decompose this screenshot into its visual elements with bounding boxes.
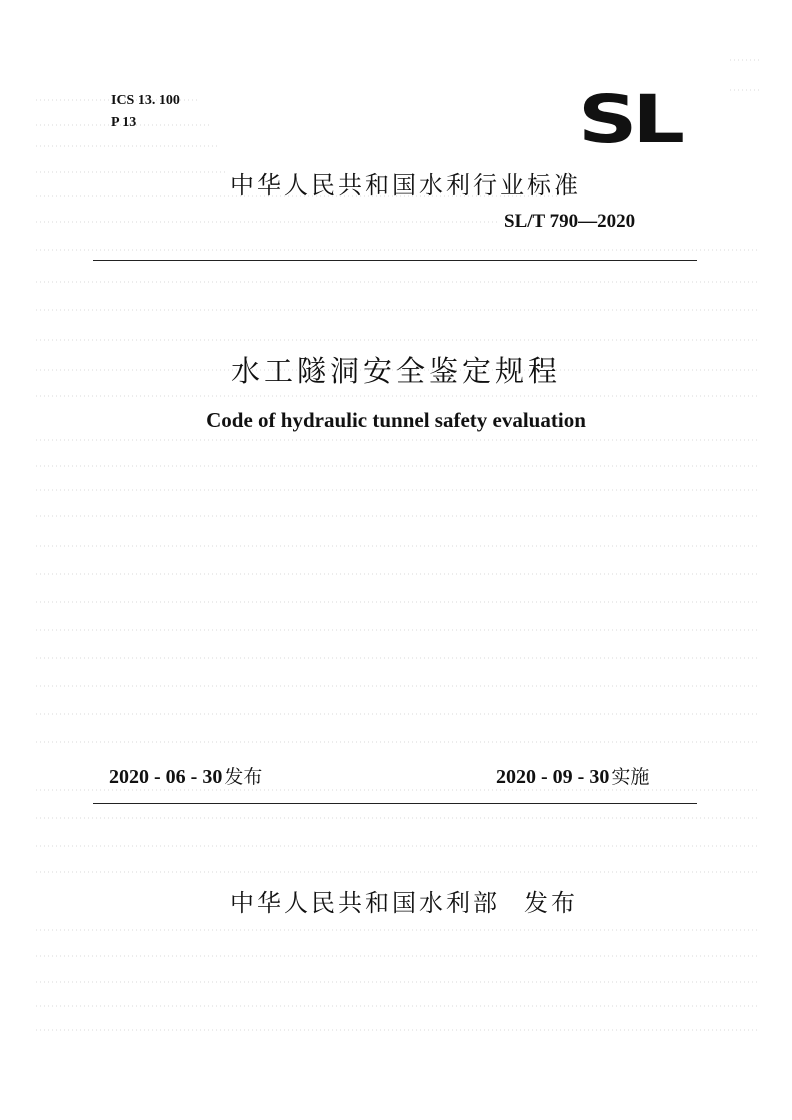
- title-english: Code of hydraulic tunnel safety evaluation: [206, 408, 586, 432]
- top-divider: [93, 260, 697, 261]
- classification-code: P 13: [111, 115, 137, 130]
- issue-label: 发布: [224, 766, 263, 788]
- publisher-name: 中华人民共和国水利部: [230, 889, 500, 917]
- standard-category: 中华人民共和国水利行业标准: [230, 171, 581, 199]
- ics-code: ICS 13. 100: [111, 93, 180, 108]
- issue-date: 2020 - 06 - 30: [109, 766, 223, 788]
- effective-label: 实施: [611, 766, 650, 788]
- title-chinese: 水工隧洞安全鉴定规程: [230, 354, 561, 388]
- classification-block: [111, 90, 180, 134]
- standard-number: SL/T 790—2020: [504, 211, 636, 232]
- effective-date: 2020 - 09 - 30: [496, 766, 610, 788]
- publisher-line: [230, 883, 578, 918]
- sl-logo: SL: [578, 81, 680, 158]
- effective-date-block: [496, 762, 649, 789]
- bottom-divider: [93, 803, 697, 804]
- issue-date-block: [109, 762, 262, 789]
- publisher-action: 发布: [524, 889, 578, 917]
